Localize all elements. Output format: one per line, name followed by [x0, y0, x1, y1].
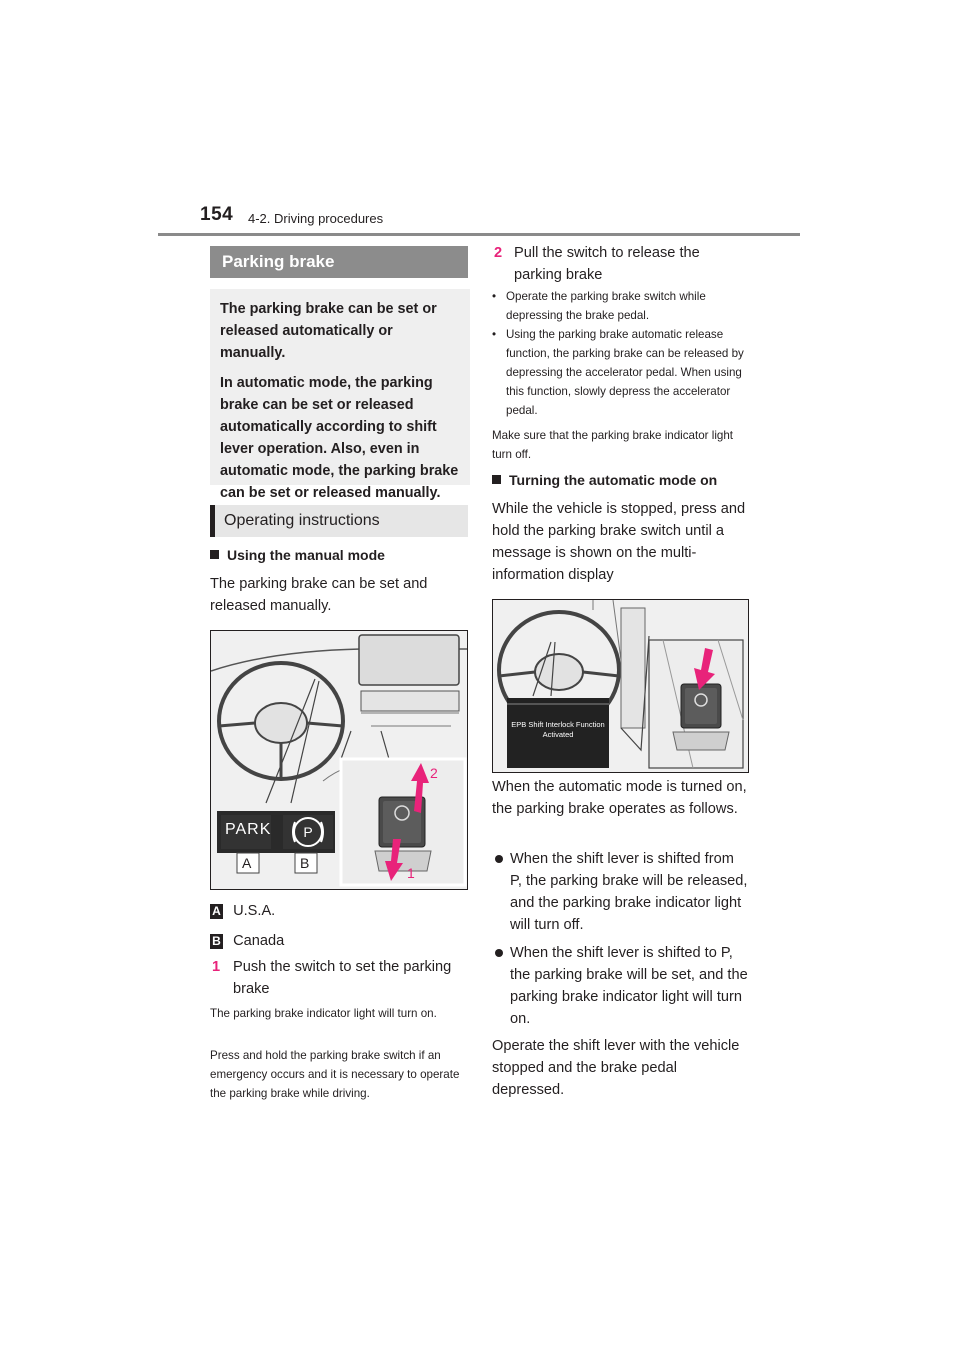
manual-mode-heading: Using the manual mode: [210, 547, 385, 563]
square-bullet-icon: [210, 550, 219, 559]
operating-instructions-title: Operating instructions: [210, 505, 468, 537]
bullet-dot-icon: [495, 949, 503, 957]
list-item: When the shift lever is shifted to P, the parking brake will be set, and the parking brake indicator light will turn on.: [492, 942, 748, 1030]
step-1-text: Push the switch to set the parking brake: [233, 959, 452, 997]
intro-box: [210, 289, 470, 501]
bullet-item: • Using the parking brake automatic release function, the parking brake can be released by depressing the accelerator pedal. When using this function, slowly depress the accelerator pedal.: [492, 328, 744, 417]
intro-paragraph-1: The parking brake can be set or released automatically or manually.: [220, 301, 437, 361]
list-item: When the shift lever is shifted from P, the parking brake will be released, and the parking brake indicator light will turn off.: [492, 848, 748, 936]
step-2-text: Pull the switch to release the parking brake: [514, 245, 700, 283]
bullet-list: [492, 287, 747, 420]
console-illustration: [493, 600, 748, 772]
step-2-number: 2: [494, 245, 503, 261]
title-tab-marker: [210, 505, 215, 537]
square-bullet-icon: [492, 475, 501, 484]
parking-brake-title: Parking brake: [210, 246, 468, 278]
note-emergency: Press and hold the parking brake switch if an emergency occurs and it is necessary to operate the parking brake while driving.: [210, 1049, 460, 1100]
auto-mode-figure: [492, 599, 749, 773]
figure-label-a: A: [242, 855, 252, 871]
mid-display-message: EPB Shift Interlock Function Activated: [511, 720, 605, 739]
final-instruction: Operate the shift lever with the vehicle stopped and the brake pedal depressed.: [492, 1038, 740, 1098]
auto-mode-heading: Turning the automatic mode on: [492, 472, 717, 488]
arrow-down-number: 1: [407, 865, 415, 881]
header-rule: [158, 233, 800, 236]
parking-brake-figure: [210, 630, 468, 890]
step-1: [210, 956, 465, 1000]
label-box-a: A: [210, 904, 223, 919]
dashboard-illustration: [211, 631, 467, 889]
item-canada: B Canada: [210, 930, 284, 952]
step-1-number: 1: [212, 959, 221, 975]
section-title: 4-2. Driving procedures: [248, 211, 384, 226]
arrow-up-number: 2: [430, 765, 438, 781]
item-usa: A U.S.A.: [210, 900, 275, 922]
step-2: [492, 242, 747, 286]
when-auto-text: When the automatic mode is turned on, the parking brake operates as follows.: [492, 779, 747, 817]
note-indicator-on: The parking brake indicator light will turn on.: [210, 1007, 437, 1020]
bullet-dot-icon: [495, 855, 503, 863]
intro-paragraph-2: In automatic mode, the parking brake can be set or released automatically according to shift lever operation. Also, even in automatic mode, the parking brake can be set or released manually.: [220, 375, 459, 501]
label-box-b: B: [210, 934, 223, 949]
park-indicator-text: PARK: [225, 821, 272, 838]
page-number: 154: [200, 204, 234, 225]
manual-mode-text: The parking brake can be set and released manually.: [210, 576, 428, 614]
auto-mode-text: While the vehicle is stopped, press and hold the parking brake switch until a message is shown on the multi-information display: [492, 501, 746, 583]
figure-label-b: B: [300, 855, 310, 871]
auto-points: [492, 848, 748, 1030]
bullet-item: • Operate the parking brake switch while depressing the brake pedal.: [492, 290, 706, 322]
svg-text:P: P: [303, 824, 313, 840]
make-sure-note: Make sure that the parking brake indicator light turn off.: [492, 429, 734, 461]
